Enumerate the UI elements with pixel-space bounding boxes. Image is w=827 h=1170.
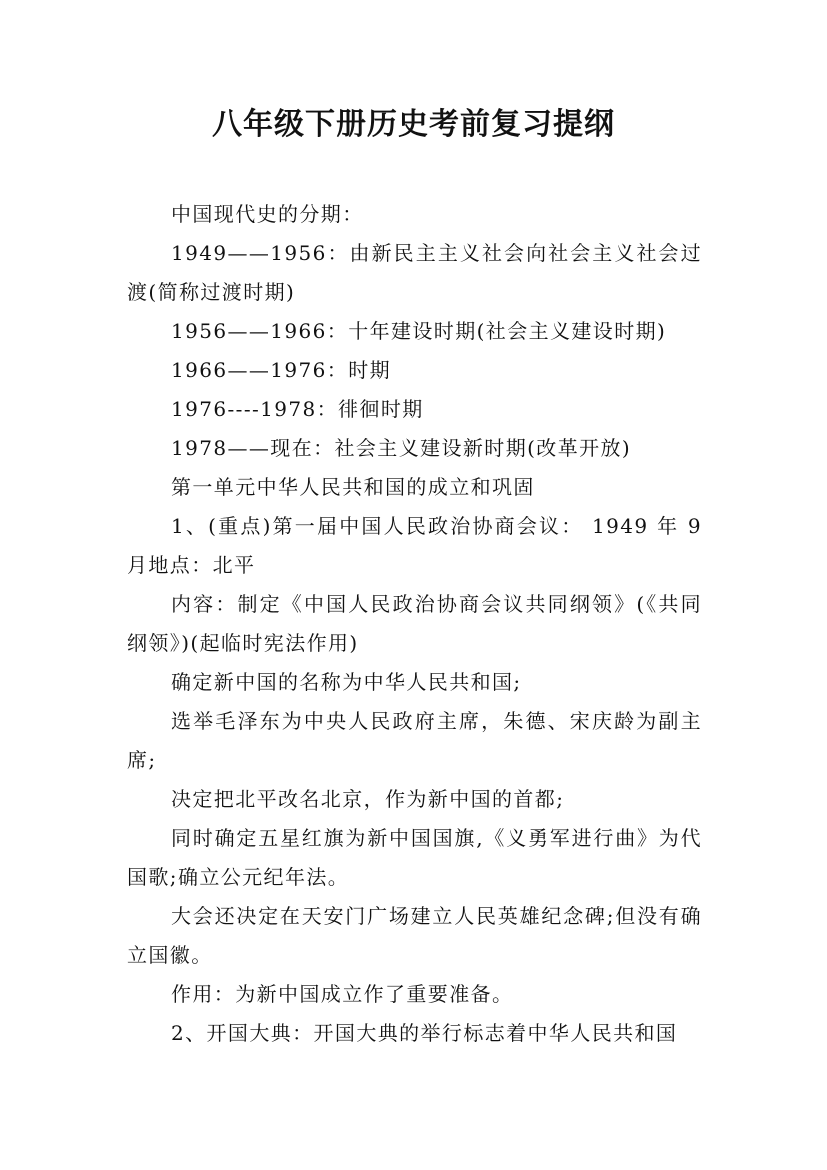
- paragraph: 确定新中国的名称为中华人民共和国;: [171, 670, 522, 694]
- paragraph: 作用：为新中国成立作了重要准备。: [171, 982, 514, 1006]
- paragraph: 1、(重点)第一届中国人民政治协商会议： 1949 年 9 月地点：北平: [127, 514, 702, 577]
- paragraph: 1978——现在：社会主义建设新时期(改革开放): [171, 436, 632, 460]
- paragraph: 内容：制定《中国人民政治协商会议共同纲领》(《共同纲领》)(起临时宪法作用): [127, 592, 702, 655]
- paragraph: 1976----1978：徘徊时期: [171, 397, 424, 421]
- document-title: 八年级下册历史考前复习提纲: [212, 107, 615, 142]
- paragraph: 同时确定五星红旗为新中国国旗,《义勇军进行曲》为代国歌;确立公元纪年法。: [127, 826, 702, 889]
- paragraph: 2、开国大典：开国大典的举行标志着中华人民共和国: [171, 1021, 678, 1045]
- paragraph: 第一单元中华人民共和国的成立和巩固: [171, 475, 535, 499]
- paragraph: 决定把北平改名北京，作为新中国的首都;: [171, 787, 565, 811]
- paragraph: 1956——1966：十年建设时期(社会主义建设时期): [171, 319, 667, 343]
- paragraph: 中国现代史的分期：: [171, 202, 364, 226]
- document-body: [127, 195, 702, 1053]
- paragraph: 1949——1956：由新民主主义社会向社会主义社会过渡(简称过渡时期): [127, 241, 702, 304]
- paragraph: 大会还决定在天安门广场建立人民英雄纪念碑;但没有确立国徽。: [127, 904, 702, 967]
- paragraph: 1966——1976：时期: [171, 358, 391, 382]
- paragraph: 选举毛泽东为中央人民政府主席，朱德、宋庆龄为副主席;: [127, 709, 702, 772]
